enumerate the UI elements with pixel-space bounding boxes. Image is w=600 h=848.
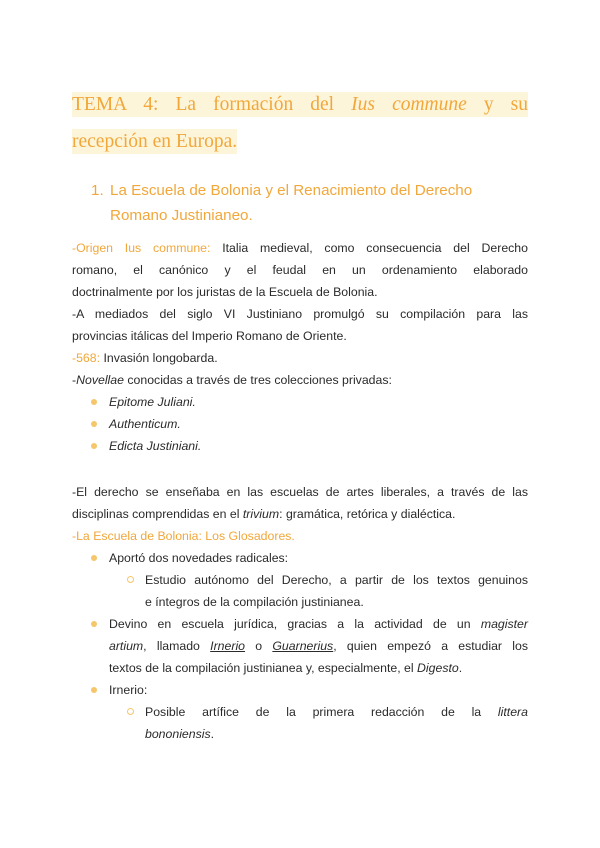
paragraph-origin-line1: -Origen Ius commune: Italia medieval, como consecuencia del Derecho: [72, 241, 528, 255]
list-item: Authenticum.: [109, 417, 181, 431]
paragraph-origin-line2: romano, el canónico y el feudal en un ordenamiento elaborado: [72, 263, 528, 277]
subheading-glosadores: -La Escuela de Bolonia: Los Glosadores.: [72, 529, 295, 543]
bullet-icon: [91, 421, 97, 427]
sub-list-item-line1: Estudio autónomo del Derecho, a partir de los textos genuinos: [145, 573, 528, 587]
list-item-line3: textos de la compilación justinianea y, especialmente, el Digesto.: [109, 661, 463, 675]
bullet-icon: [91, 443, 97, 449]
list-item: Epitome Juliani.: [109, 395, 196, 409]
page-title: [72, 86, 528, 160]
paragraph-justinian-line1: -A mediados del siglo VI Justiniano promulgó su compilación para las: [72, 307, 528, 321]
title-line-1: TEMA 4: La formación del Ius commune y su: [72, 94, 529, 115]
list-item: Aportó dos novedades radicales:: [109, 551, 289, 565]
sub-list-item-line2: bononiensis.: [145, 727, 215, 741]
circle-bullet-icon: [127, 708, 134, 715]
bullet-icon: [91, 399, 97, 405]
paragraph-novellae: -Novellae conocidas a través de tres colecciones privadas:: [72, 373, 392, 387]
circle-bullet-icon: [127, 576, 134, 583]
section-title: La Escuela de Bolonia y el Renacimiento del Derecho Romano Justinianeo.: [110, 182, 473, 224]
sub-list-item-line2: e íntegros de la compilación justinianea.: [145, 595, 364, 609]
bullet-icon: [91, 621, 97, 627]
list-item: Edicta Justiniani.: [109, 439, 202, 453]
paragraph-trivium-line2: disciplinas comprendidas en el trivium: gramática, retórica y dialéctica.: [72, 507, 456, 521]
paragraph-trivium-line1: -El derecho se enseñaba en las escuelas de artes liberales, a través de las: [72, 485, 528, 499]
bullet-icon: [91, 687, 97, 693]
sub-list-item-line1: Posible artífice de la primera redacción de la littera: [145, 705, 528, 719]
title-line-2: recepción en Europa.: [72, 131, 238, 152]
list-item-line2: artium, llamado Irnerio o Guarnerius, quien empezó a estudiar los: [109, 639, 528, 653]
section-number: 1.: [91, 182, 104, 199]
paragraph-568: -568: Invasión longobarda.: [72, 351, 218, 365]
list-item: Irnerio:: [109, 683, 148, 697]
list-item-line1: Devino en escuela jurídica, gracias a la actividad de un magister: [109, 617, 528, 631]
paragraph-origin-line3: doctrinalmente por los juristas de la Escuela de Bolonia.: [72, 285, 378, 299]
paragraph-justinian-line2: provincias itálicas del Imperio Romano de Oriente.: [72, 329, 347, 343]
bullet-icon: [91, 555, 97, 561]
